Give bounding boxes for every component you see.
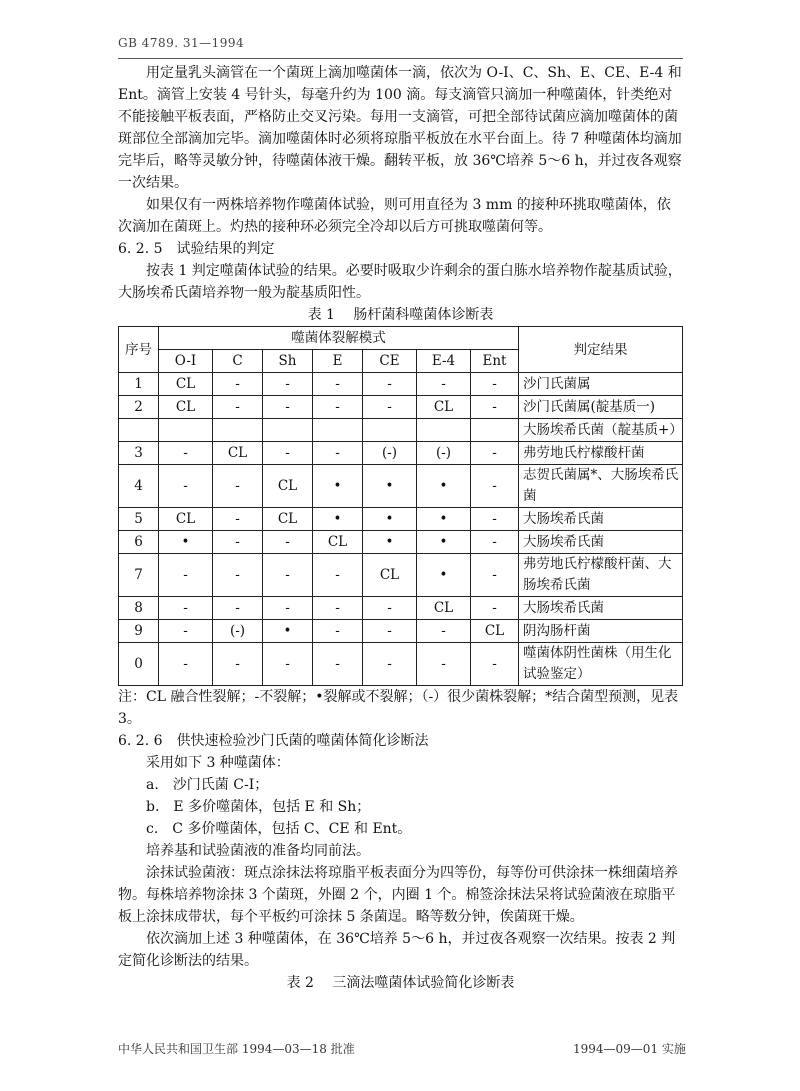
lysis-cell: (-) xyxy=(213,620,263,643)
lysis-cell: CL xyxy=(313,531,363,554)
lysis-cell: (-) xyxy=(417,442,471,465)
lysis-cell xyxy=(213,419,263,442)
lysis-cell: - xyxy=(213,396,263,419)
lysis-cell: - xyxy=(263,554,313,597)
lysis-cell: - xyxy=(263,531,313,554)
lysis-cell: - xyxy=(263,597,313,620)
lysis-cell: - xyxy=(159,442,213,465)
table-row xyxy=(119,597,683,620)
lysis-cell: - xyxy=(471,508,519,531)
lysis-cell xyxy=(471,419,519,442)
lysis-cell: CL xyxy=(263,465,313,508)
paragraph-result-judgement: 按表 1 判定噬菌体试验的结果。必要时吸取少许剩余的蛋白胨水培养物作靛基质试验，大肠埃希氏菌培养物一般为靛基质阳性。 xyxy=(118,263,682,301)
lysis-cell: - xyxy=(213,554,263,597)
section-heading-6-2-6: 6. 2. 6 供快速检验沙门氏菌的噬菌体简化诊断法 xyxy=(118,733,429,749)
list-item-b: b. E 多价噬菌体，包括 E 和 Sh； xyxy=(146,799,371,815)
result-cell: 阴沟肠杆菌 xyxy=(519,620,683,643)
lysis-cell: - xyxy=(363,597,417,620)
lysis-cell: • xyxy=(263,620,313,643)
lysis-cell: - xyxy=(159,643,213,686)
row-number: 6 xyxy=(119,531,159,554)
lysis-cell: - xyxy=(417,620,471,643)
lysis-cell: - xyxy=(213,531,263,554)
row-number: 9 xyxy=(119,620,159,643)
table-row xyxy=(119,508,683,531)
result-cell: 志贺氏菌属*、大肠埃希氏菌 xyxy=(519,465,683,508)
table-row xyxy=(119,643,683,686)
row-number: 5 xyxy=(119,508,159,531)
lysis-cell: • xyxy=(417,465,471,508)
lysis-cell: - xyxy=(159,465,213,508)
result-cell: 噬菌体阴性菌株（用生化试验鉴定） xyxy=(519,643,683,686)
lysis-cell xyxy=(263,419,313,442)
lysis-cell: - xyxy=(471,643,519,686)
lysis-cell: - xyxy=(363,620,417,643)
table-row xyxy=(119,531,683,554)
lysis-cell: CL xyxy=(159,373,213,396)
row-number: 4 xyxy=(119,465,159,508)
table-row xyxy=(119,396,683,419)
table-row xyxy=(119,419,683,442)
header-result: 判定结果 xyxy=(519,327,683,373)
row-number: 1 xyxy=(119,373,159,396)
lysis-cell: - xyxy=(213,643,263,686)
lysis-cell: CL xyxy=(471,620,519,643)
lysis-cell: - xyxy=(213,597,263,620)
table1-caption: 表 1 肠杆菌科噬菌体诊断表 xyxy=(307,307,494,323)
lysis-cell: - xyxy=(313,554,363,597)
list-item-c: c. C 多价噬菌体，包括 C、CE 和 Ent。 xyxy=(146,821,412,837)
table-row xyxy=(119,442,683,465)
result-cell: 沙门氏菌属(靛基质一) xyxy=(519,396,683,419)
lysis-cell: - xyxy=(363,643,417,686)
table-row xyxy=(119,620,683,643)
lysis-cell: - xyxy=(363,396,417,419)
row-number: 0 xyxy=(119,643,159,686)
lysis-cell: CL xyxy=(159,508,213,531)
lysis-cell: - xyxy=(313,597,363,620)
implementation-footer: 1994—09—01 实施 xyxy=(573,1042,686,1056)
lysis-cell: - xyxy=(313,396,363,419)
header-divider xyxy=(118,58,683,59)
paragraph-incubation: 依次滴加上述 3 种噬菌体，在 36℃培养 5～6 h，并过夜各观察一次结果。按表 2 判定简化诊断法的结果。 xyxy=(118,931,676,969)
header-col-phage: CE xyxy=(363,350,417,373)
lysis-cell: CL xyxy=(363,554,417,597)
lysis-cell: - xyxy=(363,373,417,396)
lysis-cell: - xyxy=(313,620,363,643)
lysis-cell: CL xyxy=(159,396,213,419)
lysis-cell: (-) xyxy=(363,442,417,465)
lysis-cell: - xyxy=(213,373,263,396)
lysis-cell: • xyxy=(159,531,213,554)
lysis-cell: • xyxy=(417,554,471,597)
lysis-cell: - xyxy=(159,554,213,597)
lysis-cell xyxy=(313,419,363,442)
paragraph-preparation: 培养基和试验菌液的准备均同前法。 xyxy=(146,843,370,859)
lysis-cell: - xyxy=(471,442,519,465)
result-cell: 沙门氏菌属 xyxy=(519,373,683,396)
lysis-cell: - xyxy=(313,373,363,396)
lysis-cell: • xyxy=(363,465,417,508)
result-cell: 弗劳地氏柠檬酸杆菌 xyxy=(519,442,683,465)
lysis-cell: CL xyxy=(417,597,471,620)
table-note: 注：CL 融合性裂解；-不裂解；•裂解或不裂解；（-）很少菌株裂解；*结合菌型预测，见表 3。 xyxy=(118,689,679,727)
row-number: 3 xyxy=(119,442,159,465)
table2-caption: 表 2 三滴法噬菌体试验简化诊断表 xyxy=(286,975,515,991)
row-number xyxy=(119,419,159,442)
lysis-cell: CL xyxy=(263,508,313,531)
paragraph-phage-list-intro: 采用如下 3 种噬菌体： xyxy=(146,755,290,771)
section-heading-6-2-5: 6. 2. 5 试验结果的判定 xyxy=(118,241,275,257)
result-cell: 大肠埃希氏菌 xyxy=(519,508,683,531)
lysis-cell: - xyxy=(471,554,519,597)
approval-footer: 中华人民共和国卫生部 1994—03—18 批准 xyxy=(118,1042,355,1056)
lysis-cell: - xyxy=(263,373,313,396)
lysis-cell: - xyxy=(263,396,313,419)
header-col-phage: O-I xyxy=(159,350,213,373)
paragraph-smear-test: 涂抹试验菌液：斑点涂抹法将琼脂平板表面分为四等份，每等份可供涂抹一株细菌培养物。每株培养物涂抹 3 个菌斑，外圈 2 个，内圈 1 个。棉签涂抹法呆将试验菌液在琼脂平板上涂抹成带状，每个平板约可涂抹 5 条菌逞。略等数分钟，俟菌斑干燥。 xyxy=(118,865,678,925)
lysis-cell: • xyxy=(417,531,471,554)
page-body xyxy=(118,62,683,994)
table-row xyxy=(119,465,683,508)
lysis-cell xyxy=(159,419,213,442)
header-col-phage: Ent xyxy=(471,350,519,373)
lysis-cell: - xyxy=(263,643,313,686)
result-cell: 大肠埃希氏菌（靛基质+） xyxy=(519,419,683,442)
row-number: 7 xyxy=(119,554,159,597)
lysis-cell: - xyxy=(417,643,471,686)
lysis-cell: - xyxy=(471,373,519,396)
lysis-cell: • xyxy=(363,508,417,531)
result-cell: 大肠埃希氏菌 xyxy=(519,597,683,620)
header-col-phage: E-4 xyxy=(417,350,471,373)
paragraph-dropping-method: 用定量乳头滴管在一个菌斑上滴加噬菌体一滴，依次为 O-I、C、Sh、E、CE、E-4 和 Ent。滴管上安装 4 号针头，每毫升约为 100 滴。每支滴管只滴加一种噬菌体，针类绝对不能接触平板表面，严格防止交叉污染。每用一支滴管，可把全部待试菌应滴加噬菌体的菌斑部位全部滴加完毕。滴加噬菌体时必须将琼脂平板放在水平台面上。待 7 种噬菌体均滴加完毕后，略等灵敏分钟，待噬菌体液干燥。翻转平板，放 36℃培养 5～6 h，并过夜各观察一次结果。 xyxy=(118,65,682,191)
lysis-cell: - xyxy=(213,508,263,531)
lysis-cell: - xyxy=(159,597,213,620)
paragraph-loop-method: 如果仅有一两株培养物作噬菌体试验，则可用直径为 3 mm 的接种环挑取噬菌体，依次滴加在菌斑上。灼热的接种环必须完全冷却以后方可挑取噬菌何等。 xyxy=(118,197,671,235)
header-col-phage: C xyxy=(213,350,263,373)
result-cell: 大肠埃希氏菌 xyxy=(519,531,683,554)
lysis-cell: • xyxy=(313,465,363,508)
lysis-cell: - xyxy=(213,465,263,508)
lysis-cell xyxy=(417,419,471,442)
row-number: 2 xyxy=(119,396,159,419)
lysis-cell: • xyxy=(363,531,417,554)
list-item-a: a. 沙门氏菌 C-I； xyxy=(146,777,269,793)
table-row xyxy=(119,554,683,597)
table-row xyxy=(119,373,683,396)
phage-diagnosis-table xyxy=(118,326,683,686)
document-code: GB 4789. 31—1994 xyxy=(118,36,245,50)
header-seq: 序号 xyxy=(119,327,159,373)
lysis-cell: - xyxy=(313,643,363,686)
header-lysis-mode: 噬菌体裂解模式 xyxy=(159,327,519,350)
header-col-phage: Sh xyxy=(263,350,313,373)
lysis-cell: - xyxy=(471,597,519,620)
lysis-cell: • xyxy=(417,508,471,531)
lysis-cell: • xyxy=(313,508,363,531)
lysis-cell: - xyxy=(471,465,519,508)
header-col-phage: E xyxy=(313,350,363,373)
lysis-cell: CL xyxy=(213,442,263,465)
lysis-cell: - xyxy=(417,373,471,396)
result-cell: 弗劳地氏柠檬酸杆菌、大肠埃希氏菌 xyxy=(519,554,683,597)
lysis-cell: - xyxy=(313,442,363,465)
lysis-cell: - xyxy=(471,531,519,554)
lysis-cell: CL xyxy=(417,396,471,419)
lysis-cell: - xyxy=(263,442,313,465)
lysis-cell xyxy=(363,419,417,442)
lysis-cell: - xyxy=(471,396,519,419)
lysis-cell: - xyxy=(159,620,213,643)
row-number: 8 xyxy=(119,597,159,620)
